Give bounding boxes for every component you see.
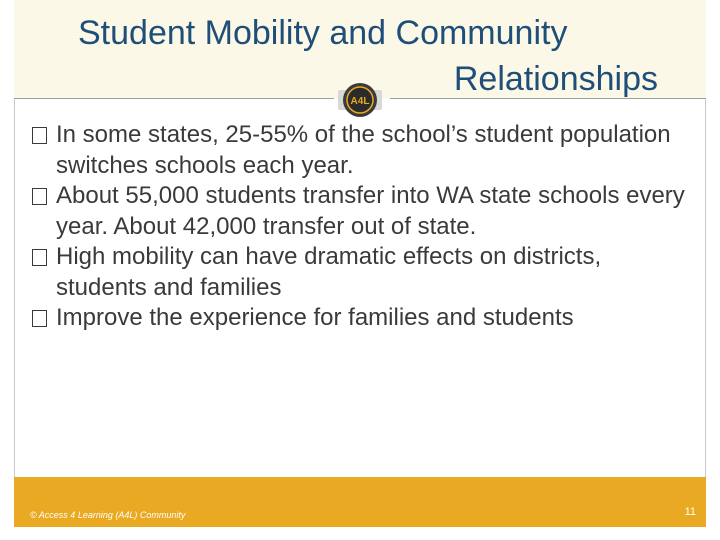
page-title-line-2: Relationships xyxy=(453,60,658,98)
page-title-line-1: Student Mobility and Community xyxy=(78,14,568,52)
bullet-text: High mobility can have dramatic effects on districts, students and families xyxy=(56,243,602,301)
footer-copyright: © Access 4 Learning (A4L) Community xyxy=(30,510,186,520)
bullet-text: In some states, 25-55% of the school’s student population switches schools each year. xyxy=(56,121,671,179)
bullet-text: Improve the experience for families and students xyxy=(56,304,574,331)
bullet-item xyxy=(32,303,692,334)
slide-number: 11 xyxy=(684,506,696,518)
bullet-text: About 55,000 students transfer into WA state schools every year. About 42,000 transfer out of state. xyxy=(56,182,685,240)
bullet-item xyxy=(32,242,692,303)
logo-text: A4L xyxy=(350,96,370,107)
bullet-item xyxy=(32,181,692,242)
bullet-box-icon xyxy=(32,188,47,205)
bullet-box-icon xyxy=(32,310,47,327)
bullet-box-icon xyxy=(32,249,47,266)
bullet-box-icon xyxy=(32,127,47,144)
bullet-list xyxy=(32,120,692,334)
bullet-item xyxy=(32,120,692,181)
